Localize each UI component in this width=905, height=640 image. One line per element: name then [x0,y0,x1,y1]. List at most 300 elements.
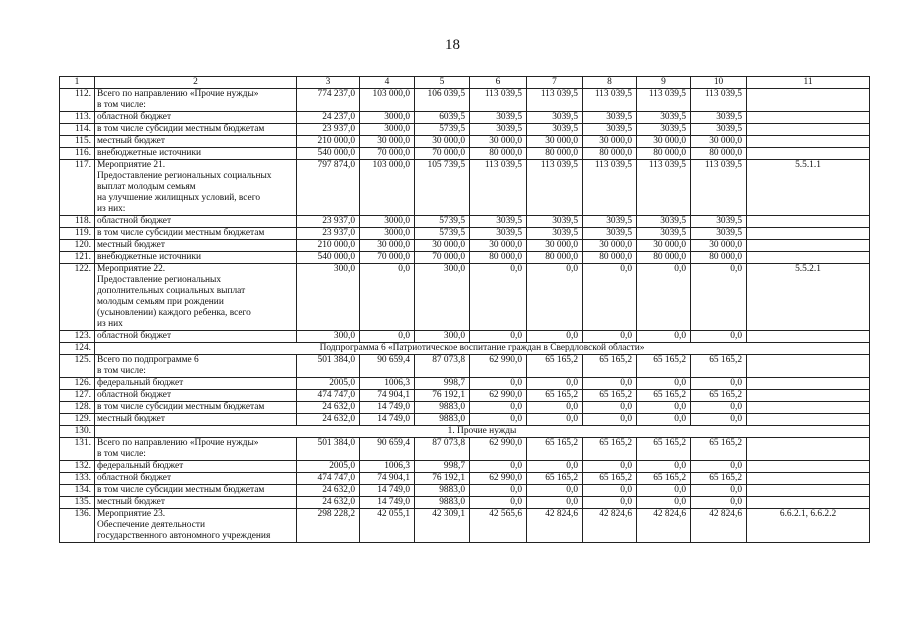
row-number: 114. [60,124,95,136]
row-name [95,148,297,160]
table-row [60,89,870,112]
row-name [95,89,297,112]
table-row [60,461,870,473]
row-name-line: в том числе: [97,449,146,459]
row-name-line: федеральный бюджет [97,461,184,471]
row-name-line: Мероприятие 23. [97,509,166,519]
table-row [60,438,870,461]
value-cell: 0,0 [527,485,583,497]
row-number: 127. [60,390,95,402]
value-cell: 30 000,0 [415,240,470,252]
value-cell: 0,0 [691,497,747,509]
value-cell: 42 309,1 [415,509,470,543]
row-name [95,461,297,473]
row-name [95,228,297,240]
row-name [95,355,297,378]
value-cell: 65 165,2 [527,390,583,402]
value-cell: 65 165,2 [691,355,747,378]
value-cell: 300,0 [297,331,360,343]
row-number: 119. [60,228,95,240]
row-name-line: в том числе субсидии местным бюджетам [97,402,265,412]
value-cell: 0,0 [470,497,527,509]
row-name-line: в том числе субсидии местным бюджетам [97,485,265,495]
value-cell: 0,0 [470,461,527,473]
value-cell: 0,0 [470,378,527,390]
table-row [60,112,870,124]
value-cell: 540 000,0 [297,148,360,160]
value-cell: 30 000,0 [583,240,637,252]
value-cell: 87 073,8 [415,438,470,461]
value-cell: 0,0 [360,331,415,343]
row-name-line: (усыновлении) каждого ребенка, всего [97,308,251,318]
row-name-line: Всего по направлению «Прочие нужды» [97,89,259,99]
value-cell: 70 000,0 [360,148,415,160]
row-name [95,216,297,228]
value-cell: 105 739,5 [415,160,470,216]
value-cell: 3039,5 [637,228,691,240]
target-ref-cell: 5.5.2.1 [747,264,870,331]
row-number: 116. [60,148,95,160]
target-ref-cell [747,252,870,264]
target-ref-cell [747,331,870,343]
row-number: 123. [60,331,95,343]
value-cell: 998,7 [415,378,470,390]
row-number: 135. [60,497,95,509]
value-cell: 30 000,0 [360,136,415,148]
row-number: 125. [60,355,95,378]
value-cell: 30 000,0 [583,136,637,148]
value-cell: 113 039,5 [637,160,691,216]
value-cell: 3039,5 [583,112,637,124]
value-cell: 113 039,5 [527,160,583,216]
value-cell: 0,0 [583,331,637,343]
value-cell: 0,0 [527,378,583,390]
value-cell: 65 165,2 [583,355,637,378]
value-cell: 0,0 [637,414,691,426]
value-cell: 0,0 [527,497,583,509]
column-header: 5 [415,77,470,89]
value-cell: 65 165,2 [637,390,691,402]
value-cell: 65 165,2 [527,473,583,485]
value-cell: 42 824,6 [583,509,637,543]
value-cell: 0,0 [583,414,637,426]
value-cell: 106 039,5 [415,89,470,112]
row-name [95,390,297,402]
value-cell: 300,0 [415,331,470,343]
row-name-line: федеральный бюджет [97,378,184,388]
row-name-line: молодым семьям при рождении [97,297,224,307]
value-cell: 9883,0 [415,497,470,509]
table-row [60,124,870,136]
value-cell: 474 747,0 [297,473,360,485]
row-name-line: Всего по направлению «Прочие нужды» [97,438,259,448]
value-cell: 3039,5 [637,112,691,124]
value-cell: 0,0 [637,264,691,331]
value-cell: 113 039,5 [583,89,637,112]
value-cell: 3039,5 [527,112,583,124]
row-name [95,136,297,148]
table-row [60,414,870,426]
value-cell: 65 165,2 [583,473,637,485]
row-name-line: областной бюджет [97,331,172,341]
value-cell: 42 565,6 [470,509,527,543]
value-cell: 0,0 [583,402,637,414]
value-cell: 14 749,0 [360,485,415,497]
value-cell: 3039,5 [527,228,583,240]
section-row [60,343,870,355]
value-cell: 80 000,0 [637,148,691,160]
value-cell: 9883,0 [415,414,470,426]
value-cell: 113 039,5 [691,89,747,112]
target-ref-cell [747,355,870,378]
value-cell: 0,0 [637,461,691,473]
value-cell: 62 990,0 [470,390,527,402]
row-name-line: Мероприятие 22. [97,264,166,274]
value-cell: 80 000,0 [527,252,583,264]
value-cell: 0,0 [583,264,637,331]
row-name [95,264,297,331]
value-cell: 80 000,0 [583,252,637,264]
target-ref-cell [747,378,870,390]
row-number: 128. [60,402,95,414]
value-cell: 30 000,0 [470,136,527,148]
value-cell: 298 228,2 [297,509,360,543]
value-cell: 74 904,1 [360,390,415,402]
target-ref-cell [747,485,870,497]
value-cell: 65 165,2 [691,438,747,461]
row-name-line: Предоставление региональных [97,275,222,285]
table-row [60,331,870,343]
target-ref-cell [747,89,870,112]
value-cell: 30 000,0 [691,240,747,252]
target-ref-cell [747,402,870,414]
target-ref-cell [747,136,870,148]
value-cell: 0,0 [527,331,583,343]
row-name-line: Предоставление региональных социальных [97,171,272,181]
value-cell: 30 000,0 [691,136,747,148]
value-cell: 14 749,0 [360,402,415,414]
value-cell: 70 000,0 [415,252,470,264]
value-cell: 0,0 [583,485,637,497]
row-name-line: местный бюджет [97,414,165,424]
table-row [60,390,870,402]
value-cell: 42 824,6 [691,509,747,543]
value-cell: 300,0 [297,264,360,331]
value-cell: 0,0 [637,331,691,343]
row-name-line: внебюджетные источники [97,252,202,262]
row-name-line: из них: [97,204,126,214]
value-cell: 14 749,0 [360,497,415,509]
row-name-line: Мероприятие 21. [97,160,166,170]
row-number: 126. [60,378,95,390]
value-cell: 30 000,0 [527,240,583,252]
table-row [60,160,870,216]
value-cell: 3039,5 [637,216,691,228]
value-cell: 65 165,2 [637,355,691,378]
value-cell: 0,0 [470,264,527,331]
target-ref-cell [747,112,870,124]
value-cell: 90 659,4 [360,438,415,461]
table-body [60,89,870,543]
value-cell: 210 000,0 [297,240,360,252]
value-cell: 2005,0 [297,378,360,390]
value-cell: 3039,5 [691,228,747,240]
row-name-line: областной бюджет [97,216,172,226]
value-cell: 0,0 [691,378,747,390]
value-cell: 62 990,0 [470,438,527,461]
target-ref-cell [747,124,870,136]
value-cell: 76 192,1 [415,473,470,485]
value-cell: 0,0 [691,461,747,473]
row-number: 122. [60,264,95,331]
column-header: 4 [360,77,415,89]
row-name-line: Всего по подпрограмме 6 [97,355,199,365]
row-name-line: государственного автономного учреждения [97,531,271,541]
value-cell: 30 000,0 [527,136,583,148]
value-cell: 474 747,0 [297,390,360,402]
target-ref-cell: 6.6.2.1, 6.6.2.2 [747,509,870,543]
row-name-line: Обеспечение деятельности [97,520,206,530]
row-name [95,438,297,461]
value-cell: 76 192,1 [415,390,470,402]
value-cell: 65 165,2 [583,438,637,461]
value-cell: 5739,5 [415,228,470,240]
value-cell: 24 632,0 [297,414,360,426]
target-ref-cell [747,438,870,461]
value-cell: 3039,5 [691,216,747,228]
target-ref-cell [747,228,870,240]
row-number: 117. [60,160,95,216]
row-name [95,252,297,264]
value-cell: 0,0 [527,264,583,331]
value-cell: 14 749,0 [360,414,415,426]
row-name-line: на улучшение жилищных условий, всего [97,193,261,203]
row-name [95,402,297,414]
row-name-line: областной бюджет [97,112,172,122]
value-cell: 540 000,0 [297,252,360,264]
value-cell: 65 165,2 [637,473,691,485]
value-cell: 80 000,0 [583,148,637,160]
page-number: 18 [445,37,460,53]
value-cell: 3039,5 [637,124,691,136]
row-name-line: в том числе субсидии местным бюджетам [97,124,265,134]
value-cell: 1006,3 [360,461,415,473]
column-header: 9 [637,77,691,89]
value-cell: 1006,3 [360,378,415,390]
row-name [95,497,297,509]
value-cell: 5739,5 [415,216,470,228]
column-header: 1 [60,77,95,89]
column-header: 2 [95,77,297,89]
row-number: 131. [60,438,95,461]
row-name-line: в том числе: [97,100,146,110]
value-cell: 0,0 [583,378,637,390]
value-cell: 87 073,8 [415,355,470,378]
value-cell: 0,0 [470,331,527,343]
value-cell: 3000,0 [360,216,415,228]
target-ref-cell [747,461,870,473]
value-cell: 0,0 [637,485,691,497]
target-ref-cell [747,240,870,252]
value-cell: 797 874,0 [297,160,360,216]
table-row [60,148,870,160]
value-cell: 2005,0 [297,461,360,473]
value-cell: 80 000,0 [470,252,527,264]
value-cell: 23 937,0 [297,228,360,240]
value-cell: 30 000,0 [637,240,691,252]
column-header: 3 [297,77,360,89]
row-number: 118. [60,216,95,228]
value-cell: 65 165,2 [691,473,747,485]
row-name [95,124,297,136]
table-row [60,355,870,378]
column-header: 11 [747,77,870,89]
row-number: 136. [60,509,95,543]
row-number: 121. [60,252,95,264]
value-cell: 42 055,1 [360,509,415,543]
column-header: 10 [691,77,747,89]
row-number: 132. [60,461,95,473]
value-cell: 0,0 [583,497,637,509]
value-cell: 42 824,6 [527,509,583,543]
value-cell: 0,0 [470,485,527,497]
value-cell: 300,0 [415,264,470,331]
value-cell: 74 904,1 [360,473,415,485]
row-name [95,414,297,426]
row-name [95,331,297,343]
row-name [95,509,297,543]
target-ref-cell [747,390,870,402]
table-row [60,509,870,543]
value-cell: 80 000,0 [691,148,747,160]
value-cell: 80 000,0 [637,252,691,264]
value-cell: 3039,5 [527,216,583,228]
row-name-line: из них [97,319,123,329]
value-cell: 80 000,0 [691,252,747,264]
value-cell: 3039,5 [470,216,527,228]
value-cell: 24 632,0 [297,485,360,497]
value-cell: 6039,5 [415,112,470,124]
value-cell: 24 632,0 [297,402,360,414]
row-number: 134. [60,485,95,497]
value-cell: 113 039,5 [691,160,747,216]
row-name-line: дополнительных социальных выплат [97,286,246,296]
value-cell: 3000,0 [360,112,415,124]
value-cell: 30 000,0 [637,136,691,148]
value-cell: 0,0 [527,461,583,473]
target-ref-cell [747,148,870,160]
value-cell: 113 039,5 [637,89,691,112]
row-name [95,378,297,390]
row-name-line: в том числе субсидии местным бюджетам [97,228,265,238]
target-ref-cell: 5.5.1.1 [747,160,870,216]
value-cell: 3039,5 [470,112,527,124]
value-cell: 70 000,0 [415,148,470,160]
value-cell: 90 659,4 [360,355,415,378]
value-cell: 3000,0 [360,124,415,136]
value-cell: 65 165,2 [527,438,583,461]
table-row [60,473,870,485]
value-cell: 3039,5 [527,124,583,136]
table-row [60,216,870,228]
row-number: 112. [60,89,95,112]
value-cell: 113 039,5 [470,89,527,112]
row-name-line: выплат молодым семьям [97,182,196,192]
value-cell: 23 937,0 [297,216,360,228]
value-cell: 3039,5 [691,112,747,124]
budget-table [59,76,870,543]
value-cell: 3039,5 [691,124,747,136]
value-cell: 103 000,0 [360,89,415,112]
row-name [95,473,297,485]
section-row [60,426,870,438]
value-cell: 0,0 [637,378,691,390]
value-cell: 113 039,5 [470,160,527,216]
value-cell: 3000,0 [360,228,415,240]
value-cell: 5739,5 [415,124,470,136]
table-row [60,264,870,331]
value-cell: 65 165,2 [691,390,747,402]
row-name [95,160,297,216]
value-cell: 24 237,0 [297,112,360,124]
row-name-line: областной бюджет [97,473,172,483]
table-row [60,497,870,509]
row-name-line: местный бюджет [97,136,165,146]
value-cell: 30 000,0 [415,136,470,148]
value-cell: 103 000,0 [360,160,415,216]
value-cell: 501 384,0 [297,355,360,378]
value-cell: 0,0 [691,485,747,497]
target-ref-cell [747,414,870,426]
target-ref-cell [747,473,870,485]
value-cell: 30 000,0 [470,240,527,252]
value-cell: 0,0 [527,414,583,426]
table-header-row [60,77,870,89]
row-name-line: внебюджетные источники [97,148,202,158]
value-cell: 0,0 [691,414,747,426]
value-cell: 113 039,5 [583,160,637,216]
value-cell: 42 824,6 [637,509,691,543]
table-row [60,402,870,414]
value-cell: 0,0 [360,264,415,331]
target-ref-cell [747,497,870,509]
value-cell: 0,0 [691,264,747,331]
column-header: 6 [470,77,527,89]
value-cell: 501 384,0 [297,438,360,461]
row-name [95,240,297,252]
value-cell: 0,0 [527,402,583,414]
value-cell: 0,0 [470,402,527,414]
value-cell: 3039,5 [470,228,527,240]
section-title: 1. Прочие нужды [95,426,870,438]
row-number: 124. [60,343,95,355]
row-name-line: местный бюджет [97,240,165,250]
column-header: 8 [583,77,637,89]
table-row [60,136,870,148]
value-cell: 774 237,0 [297,89,360,112]
value-cell: 3039,5 [470,124,527,136]
row-name-line: местный бюджет [97,497,165,507]
section-title: Подпрограмма 6 «Патриотическое воспитание граждан в Свердловской области» [95,343,870,355]
value-cell: 80 000,0 [470,148,527,160]
value-cell: 24 632,0 [297,497,360,509]
value-cell: 0,0 [691,331,747,343]
table-row [60,228,870,240]
row-number: 115. [60,136,95,148]
value-cell: 3039,5 [583,124,637,136]
target-ref-cell [747,216,870,228]
table-row [60,252,870,264]
